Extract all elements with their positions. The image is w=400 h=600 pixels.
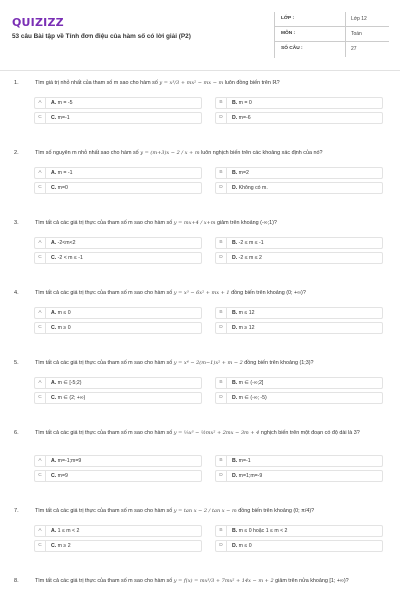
question-tail: đồng biến trên khoảng (1;3)?	[244, 360, 314, 366]
option-key: A.	[51, 458, 57, 464]
option-text	[232, 113, 251, 123]
meta-box	[274, 12, 388, 58]
answer-option-d[interactable]	[215, 252, 383, 264]
option-text	[51, 323, 71, 333]
meta-row-count	[275, 42, 389, 57]
quizizz-logo: QUIZIZZ	[12, 16, 64, 29]
answer-option-c[interactable]	[34, 392, 202, 404]
question-text	[35, 430, 385, 438]
question-formula: y = f(x) = mx³/3 + 7mx² + 14x − m + 2	[173, 578, 274, 584]
option-text	[51, 113, 70, 123]
option-key: B.	[232, 310, 238, 316]
question-text	[35, 508, 385, 516]
answer-option-d[interactable]	[215, 322, 383, 334]
option-value: m ≤ 0	[238, 543, 252, 549]
question-tail: đồng biến trên khoảng (0; +∞)?	[231, 290, 306, 296]
question-text	[35, 578, 385, 586]
option-key: A.	[51, 240, 57, 246]
option-value: m ∈ (2; +∞)	[57, 395, 86, 401]
option-text	[51, 98, 73, 108]
option-text	[232, 541, 252, 551]
question-formula: y = tan x − 2 / tan x − m	[173, 508, 237, 514]
option-key: B.	[232, 170, 238, 176]
option-key: A.	[51, 380, 57, 386]
option-letter: D	[216, 393, 227, 403]
option-value: m ≤ 12	[238, 310, 255, 316]
option-text	[51, 541, 71, 551]
option-key: A.	[51, 528, 57, 534]
meta-key: MÔN :	[281, 31, 296, 36]
question-formula: y = mx+4 / x+m	[173, 220, 216, 226]
option-text	[232, 456, 251, 466]
option-letter: D	[216, 323, 227, 333]
answer-option-c[interactable]	[34, 470, 202, 482]
option-letter: B	[216, 238, 227, 248]
option-value: m ∈ [-5;2)	[57, 380, 82, 386]
option-text	[51, 168, 73, 178]
question-tail: đồng biến trên khoảng (0; π/4)?	[238, 508, 315, 514]
option-text	[51, 456, 81, 466]
option-value: m=0	[57, 185, 68, 191]
answer-option-a[interactable]	[34, 167, 202, 179]
option-text	[51, 253, 83, 263]
question-formula: y = x³ − 6x² + mx + 1	[173, 290, 230, 296]
question-stem: Tìm giá trị nhỏ nhất của tham số m sao cho hàm số	[35, 80, 158, 86]
answer-option-c[interactable]	[34, 252, 202, 264]
answer-option-b[interactable]	[215, 307, 383, 319]
option-value: m ∈ (-∞; -5)	[238, 395, 267, 401]
option-value: m=9	[57, 473, 68, 479]
option-value: m=-1	[57, 115, 70, 121]
option-key: A.	[51, 170, 57, 176]
option-text	[232, 238, 264, 248]
option-text	[232, 168, 249, 178]
option-text	[51, 378, 81, 388]
question-tail: luôn nghịch biến trên các khoảng xác định của nó?	[201, 150, 323, 156]
option-key: C.	[51, 115, 57, 121]
question-formula: y = ⅓x³ − ½mx² + 2mx − 3m + 4	[173, 430, 260, 436]
answer-option-b[interactable]	[215, 167, 383, 179]
answer-option-a[interactable]	[34, 237, 202, 249]
option-value: -2<m<2	[57, 240, 76, 246]
option-letter: A	[35, 238, 46, 248]
question-tail: luôn đồng biến trên ℝ?	[224, 80, 280, 86]
option-key: C.	[51, 185, 57, 191]
question-number: 5.	[14, 360, 19, 366]
option-text	[232, 471, 262, 481]
option-value: m=2	[238, 170, 249, 176]
option-letter: C	[35, 323, 46, 333]
question-stem: Tìm tất cả các giá trị thực của tham số m sao cho hàm số	[35, 508, 173, 514]
option-value: m=-1	[238, 458, 251, 464]
option-letter: C	[35, 183, 46, 193]
question-stem: Tìm tất cả các giá trị thực của tham số m sao cho hàm số	[35, 360, 173, 366]
option-letter: A	[35, 98, 46, 108]
option-letter: D	[216, 253, 227, 263]
option-letter: B	[216, 456, 227, 466]
question-number: 3.	[14, 220, 19, 226]
option-value: m ≤ 0 hoặc 1 ≤ m < 2	[238, 528, 288, 534]
meta-value: Lớp 12	[351, 16, 367, 22]
question-number: 7.	[14, 508, 19, 514]
question-text	[35, 150, 385, 158]
option-letter: A	[35, 308, 46, 318]
option-letter: C	[35, 113, 46, 123]
answer-option-c[interactable]	[34, 322, 202, 334]
question-number: 2.	[14, 150, 19, 156]
option-value: m = -5	[57, 100, 73, 106]
answer-option-d[interactable]	[215, 182, 383, 194]
option-value: -2 ≤ m ≤ 2	[238, 255, 262, 261]
question-text	[35, 290, 385, 298]
page-title: 53 câu Bài tập về Tính đơn điệu của hàm số có lời giải (P2)	[12, 33, 191, 40]
option-letter: B	[216, 168, 227, 178]
option-text	[51, 308, 71, 318]
answer-option-b[interactable]	[215, 237, 383, 249]
question-number: 8.	[14, 578, 19, 584]
option-value: m=-1;m=9	[57, 458, 82, 464]
option-value: Không có m.	[238, 185, 268, 191]
option-key: C.	[51, 325, 57, 331]
question-tail: nghịch biến trên một đoạn có độ dài là 3?	[260, 430, 360, 436]
question-text	[35, 360, 385, 368]
option-text	[232, 526, 287, 536]
option-value: m = 0	[238, 100, 252, 106]
option-value: m=1;m=-9	[238, 473, 263, 479]
question-text	[35, 220, 385, 228]
answer-option-d[interactable]	[215, 470, 383, 482]
option-letter: C	[35, 541, 46, 551]
option-letter: C	[35, 471, 46, 481]
meta-value: 27	[351, 46, 357, 52]
option-value: -2 < m ≤ -1	[57, 255, 83, 261]
question-stem: Tìm tất cả các giá trị thực của tham số m sao cho hàm số	[35, 578, 173, 584]
meta-value: Toán	[351, 31, 362, 37]
option-value: m ≥ 0	[57, 325, 71, 331]
option-letter: C	[35, 253, 46, 263]
question-text	[35, 80, 385, 88]
option-letter: A	[35, 526, 46, 536]
option-value: m=-6	[238, 115, 251, 121]
option-letter: D	[216, 541, 227, 551]
answer-option-a[interactable]	[34, 525, 202, 537]
option-key: D.	[232, 115, 238, 121]
option-value: m ≤ 0	[57, 310, 71, 316]
answer-option-b[interactable]	[215, 455, 383, 467]
option-letter: B	[216, 308, 227, 318]
option-letter: B	[216, 98, 227, 108]
question-number: 4.	[14, 290, 19, 296]
option-letter: D	[216, 183, 227, 193]
option-text	[51, 526, 79, 536]
option-key: D.	[232, 325, 238, 331]
answer-option-d[interactable]	[215, 112, 383, 124]
option-value: m ≥ 2	[57, 543, 71, 549]
meta-key: SỐ CÂU :	[281, 46, 303, 51]
answer-option-d[interactable]	[215, 540, 383, 552]
question-formula: y = x⁴ − 2(m−1)x² + m − 2	[173, 360, 243, 366]
option-text	[232, 98, 252, 108]
option-key: D.	[232, 255, 238, 261]
option-value: m ∈ (-∞;2]	[238, 380, 264, 386]
answer-option-a[interactable]	[34, 307, 202, 319]
option-text	[232, 378, 263, 388]
option-letter: B	[216, 526, 227, 536]
meta-row-class	[275, 12, 389, 27]
answer-option-b[interactable]	[215, 525, 383, 537]
option-key: D.	[232, 395, 238, 401]
option-letter: A	[35, 378, 46, 388]
option-key: C.	[51, 395, 57, 401]
option-key: B.	[232, 458, 238, 464]
option-letter: D	[216, 113, 227, 123]
option-key: D.	[232, 473, 238, 479]
option-letter: A	[35, 168, 46, 178]
answer-option-a[interactable]	[34, 455, 202, 467]
option-letter: A	[35, 456, 46, 466]
option-letter: D	[216, 471, 227, 481]
option-key: D.	[232, 185, 238, 191]
question-stem: Tìm tất cả các giá trị thực của tham số m sao cho hàm số	[35, 220, 173, 226]
answer-option-c[interactable]	[34, 182, 202, 194]
option-letter: B	[216, 378, 227, 388]
question-stem: Tìm tất cả các giá trị thực của tham số m sao cho hàm số	[35, 430, 173, 436]
header-divider	[0, 70, 400, 71]
answer-option-c[interactable]	[34, 112, 202, 124]
option-text	[51, 393, 85, 403]
answer-option-d[interactable]	[215, 392, 383, 404]
option-key: B.	[232, 240, 238, 246]
option-key: C.	[51, 255, 57, 261]
question-formula: y = (m+3)x − 2 / x + m	[140, 150, 200, 156]
option-text	[51, 183, 68, 193]
answer-option-a[interactable]	[34, 377, 202, 389]
option-key: B.	[232, 528, 238, 534]
meta-row-subject	[275, 27, 389, 42]
option-key: A.	[51, 310, 57, 316]
answer-option-b[interactable]	[215, 377, 383, 389]
question-stem: Tìm số nguyên m nhỏ nhất sao cho hàm số	[35, 150, 139, 156]
option-text	[232, 308, 254, 318]
option-value: m ≥ 12	[238, 325, 255, 331]
question-formula: y = x³/3 + mx² − mx − m	[159, 80, 224, 86]
option-value: 1 ≤ m < 2	[57, 528, 80, 534]
option-text	[51, 471, 68, 481]
question-tail: giảm trên khoảng (-∞;1)?	[216, 220, 277, 226]
question-number: 6.	[14, 430, 19, 436]
option-value: m = -1	[57, 170, 73, 176]
option-key: B.	[232, 100, 238, 106]
option-letter: C	[35, 393, 46, 403]
question-tail: giảm trên nửa khoảng [1; +∞)?	[275, 578, 349, 584]
meta-key: LỚP :	[281, 16, 295, 21]
option-text	[232, 393, 267, 403]
option-text	[232, 253, 262, 263]
question-stem: Tìm tất cả các giá trị thực của tham số m sao cho hàm số	[35, 290, 173, 296]
option-key: A.	[51, 100, 57, 106]
option-key: C.	[51, 473, 57, 479]
option-text	[232, 323, 254, 333]
answer-option-b[interactable]	[215, 97, 383, 109]
option-key: D.	[232, 543, 238, 549]
question-number: 1.	[14, 80, 19, 86]
option-text	[232, 183, 268, 193]
option-text	[51, 238, 76, 248]
answer-option-c[interactable]	[34, 540, 202, 552]
option-value: -2 ≤ m ≤ -1	[238, 240, 264, 246]
page-header	[12, 12, 388, 60]
answer-option-a[interactable]	[34, 97, 202, 109]
option-key: B.	[232, 380, 238, 386]
option-key: C.	[51, 543, 57, 549]
